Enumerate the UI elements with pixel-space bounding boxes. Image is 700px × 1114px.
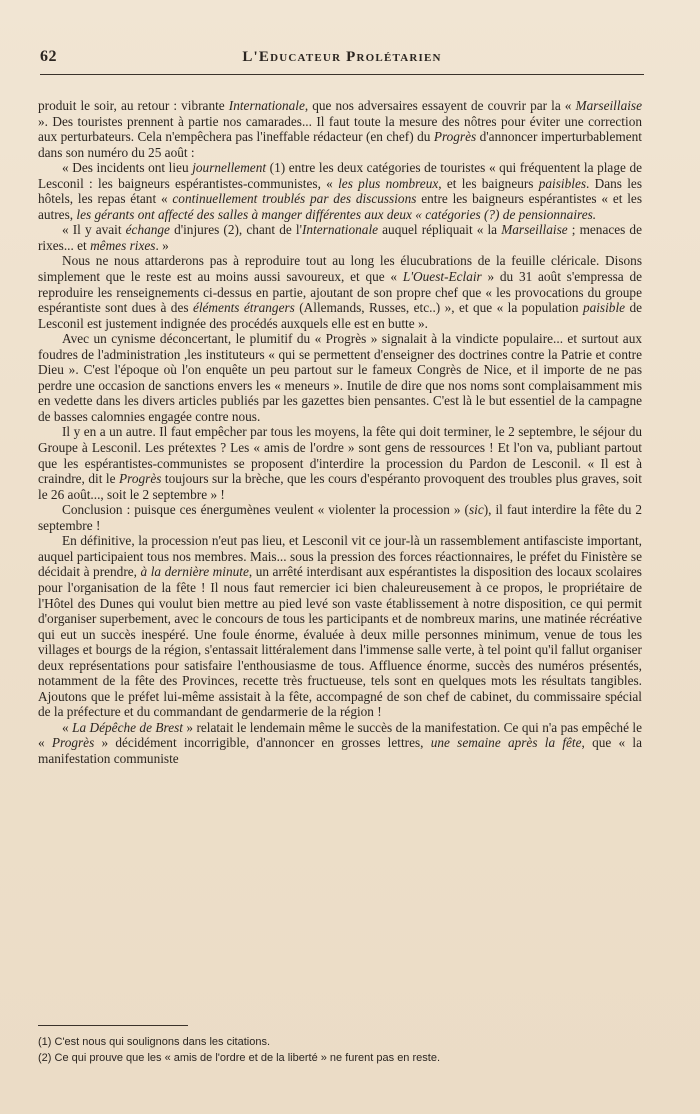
paragraph [38, 98, 642, 160]
text-run: » du 31 août s'empressa de reproduire les renseignements ci-dessus en partie, ajoutant de son propre chef que « les provocations du groupe espérantiste sont dues à des [38, 269, 642, 316]
paragraph [38, 502, 642, 533]
italic-run: les plus nombreux [338, 175, 439, 191]
italic-run: Marseillaise [501, 222, 568, 238]
paragraph [38, 720, 642, 767]
text-run: auquel répliquait « la [378, 222, 502, 238]
italic-run: Progrès [119, 471, 162, 487]
text-run: Conclusion : puisque ces énergumènes veulent « violenter la procession » ( [62, 502, 469, 518]
footnote-divider [38, 1025, 188, 1026]
text-run: ; menaces de rixes... et [38, 222, 642, 253]
italic-run: Internationale [301, 222, 379, 238]
italic-run: L'Ouest-Eclair [402, 269, 482, 285]
page-header [40, 48, 644, 75]
footnote-1: (1) C'est nous qui soulignons dans les citations. [38, 1036, 271, 1048]
text-run: , un arrêté interdisant aux espérantistes la disposition des locaux scolaires pour l'organisation de la fête ! Il nous faut remercier ici bien chaleureusement à ce propos, le propriétaire de l'Hôtel des Dunes qui voulut bien mettre au pied levé son vaste établissement à notre disposition, ce qui permit d'organiser superbement, avec le concours de tous les participants et de nombreux marins, une matinée récréative qui eut un succès inespéré. Une foule énorme, évaluée à deux mille personnes minimum, venue de tous les villages et bourgs de la région, s'entassait littéralement dans l'immense salle verte, à tel point qu'il fallut organiser deux représentations pour satisfaire l'enthousiasme de tous. Affluence énorme, succès des numéros présentés, notamment de la fête des Provinces, recette très fructueuse, tels sont en quelques mots les résultats tangibles. Ajoutons que le préfet lui-même assistait à la fête, accompagné de son chef de cabinet, du commissaire spécial de la préfecture et du commandant de gendarmerie de la région ! [38, 564, 642, 720]
italic-run: journellement [192, 160, 267, 176]
italic-run: Progrès [433, 129, 477, 145]
page-number: 62 [40, 48, 57, 65]
italic-run: une semaine après la fête [430, 735, 582, 751]
text-run: toujours sur la brèche, que les cours d'espéranto provoquent des troubles plus graves, soit le 26 août..., soit le 2 septembre » ! [38, 471, 642, 502]
italic-run: Marseillaise [575, 98, 642, 113]
paragraph [38, 424, 642, 502]
italic-run: La Dépêche de Brest [72, 719, 183, 735]
text-run: d'injures (2), chant de l' [169, 222, 302, 238]
italic-run: éléments étrangers [192, 300, 295, 316]
text-run: , que « la manifestation communiste [38, 735, 642, 766]
italic-run: sic [468, 502, 484, 518]
text-run: ». Des touristes prennent à partie nos camarades... Il faut toute la mesure des nôtres pour éviter une correction aux perturbateurs. Cela n'empêchera pas l'ineffable rédacteur (en chef) du [38, 113, 642, 145]
text-run: , que nos adversaires essayent de couvrir par la « [304, 98, 576, 113]
italic-run: les gérants ont affecté des salles à manger différentes aux deux « catégories (?) de pensionnaires. [76, 206, 597, 222]
text-run: (Allemands, Russes, etc..) », et que « la population [294, 300, 583, 316]
italic-run: Internationale [228, 98, 305, 113]
text-run: » relatait le lendemain même le succès de la manifestation. Ce qui n'a pas empêché le « [38, 719, 642, 751]
italic-run: à la dernière minute [140, 564, 249, 580]
text-run: . » [155, 237, 169, 253]
footnote-2: (2) Ce qui prouve que les « amis de l'ordre et de la liberté » ne furent pas en reste. [38, 1052, 440, 1064]
paragraph [38, 331, 642, 424]
text-run: « Des incidents ont lieu [62, 160, 193, 176]
text-run: « [62, 719, 73, 735]
text-run: « Il y avait [62, 222, 126, 238]
text-run: ), il faut interdire la fête du 2 septembre ! [38, 502, 642, 533]
text-run: Avec un cynisme déconcertant, le plumitif du « Progrès » signalait à la vindicte populaire... et surtout aux foudres de l'administration ,les instituteurs « qui se permettent d'enseigner des doctrines contre la Patrie et contre Dieu ». C'est l'époque où l'on enquête un peu partout sur le fameux Congrès de Nice, et il importe de ne pas perdre une occasion de sanctions envers les « meneurs ». Inutile de dire que nos noms sont complaisamment mis en vedette dans les divers articles publiés par les gazettes bien pensantes. C'est là le but essentiel de la campagne de basses calomnies engagée contre nous. [38, 331, 642, 424]
footnotes [38, 1034, 642, 1066]
italic-run: continuellement troublés par des discussions [172, 191, 417, 207]
italic-run: Progrès [51, 735, 95, 751]
text-run: (1) entre les deux catégories de touristes « qui fréquentent la plage de Lesconil : les baigneurs espérantistes-communistes, « [38, 160, 642, 191]
text-run: entre les baigneurs espérantistes « et les autres, [38, 191, 642, 222]
article-body [38, 98, 642, 767]
text-run: , et les baigneurs [438, 175, 539, 191]
italic-run: échange [125, 222, 170, 238]
text-run: produit le soir, au retour : vibrante [38, 98, 229, 113]
text-run: En définitive, la procession n'eut pas lieu, et Lesconil vit ce jour-là un rassemblement antifasciste important, auquel participaient tous nos membres. Mais... sous la pression des forces réactionnaires, le préfet du Finistère se décidait à prendre, [38, 533, 642, 580]
italic-run: paisible [582, 300, 626, 316]
journal-title: L'Educateur Prolétarien [242, 49, 442, 65]
text-run: Nous ne nous attarderons pas à reproduire tout au long les élucubrations de la feuille cléricale. Disons simplement que le reste est au moins aussi savoureux, et que « [38, 253, 642, 285]
text-run: » décidément incorrigible, d'annoncer en grosses lettres, [94, 735, 431, 751]
italic-run: mêmes rixes [90, 237, 156, 253]
italic-run: paisibles [538, 175, 587, 191]
paragraph [38, 222, 642, 253]
paragraph [38, 160, 642, 222]
text-run: d'annoncer imperturbablement dans son numéro du 25 août : [38, 129, 642, 160]
paragraph [38, 533, 642, 720]
text-run: Il y en a un autre. Il faut empêcher par tous les moyens, la fête qui doit terminer, le 2 septembre, le séjour du Groupe à Lesconil. Les prétextes ? Les « amis de l'ordre » sont gens de ressources ! Et l'on va, publiant partout que les espérantistes-communistes se proposent d'interdire la procession du Pardon de Lesconil. « Il est à craindre, dit le [38, 424, 642, 487]
text-run: . Dans les hôtels, les repas étant « [38, 175, 642, 207]
text-run: de Lesconil est justement indignée des procédés auxquels elle est en butte ». [38, 300, 642, 331]
paragraph [38, 253, 642, 331]
